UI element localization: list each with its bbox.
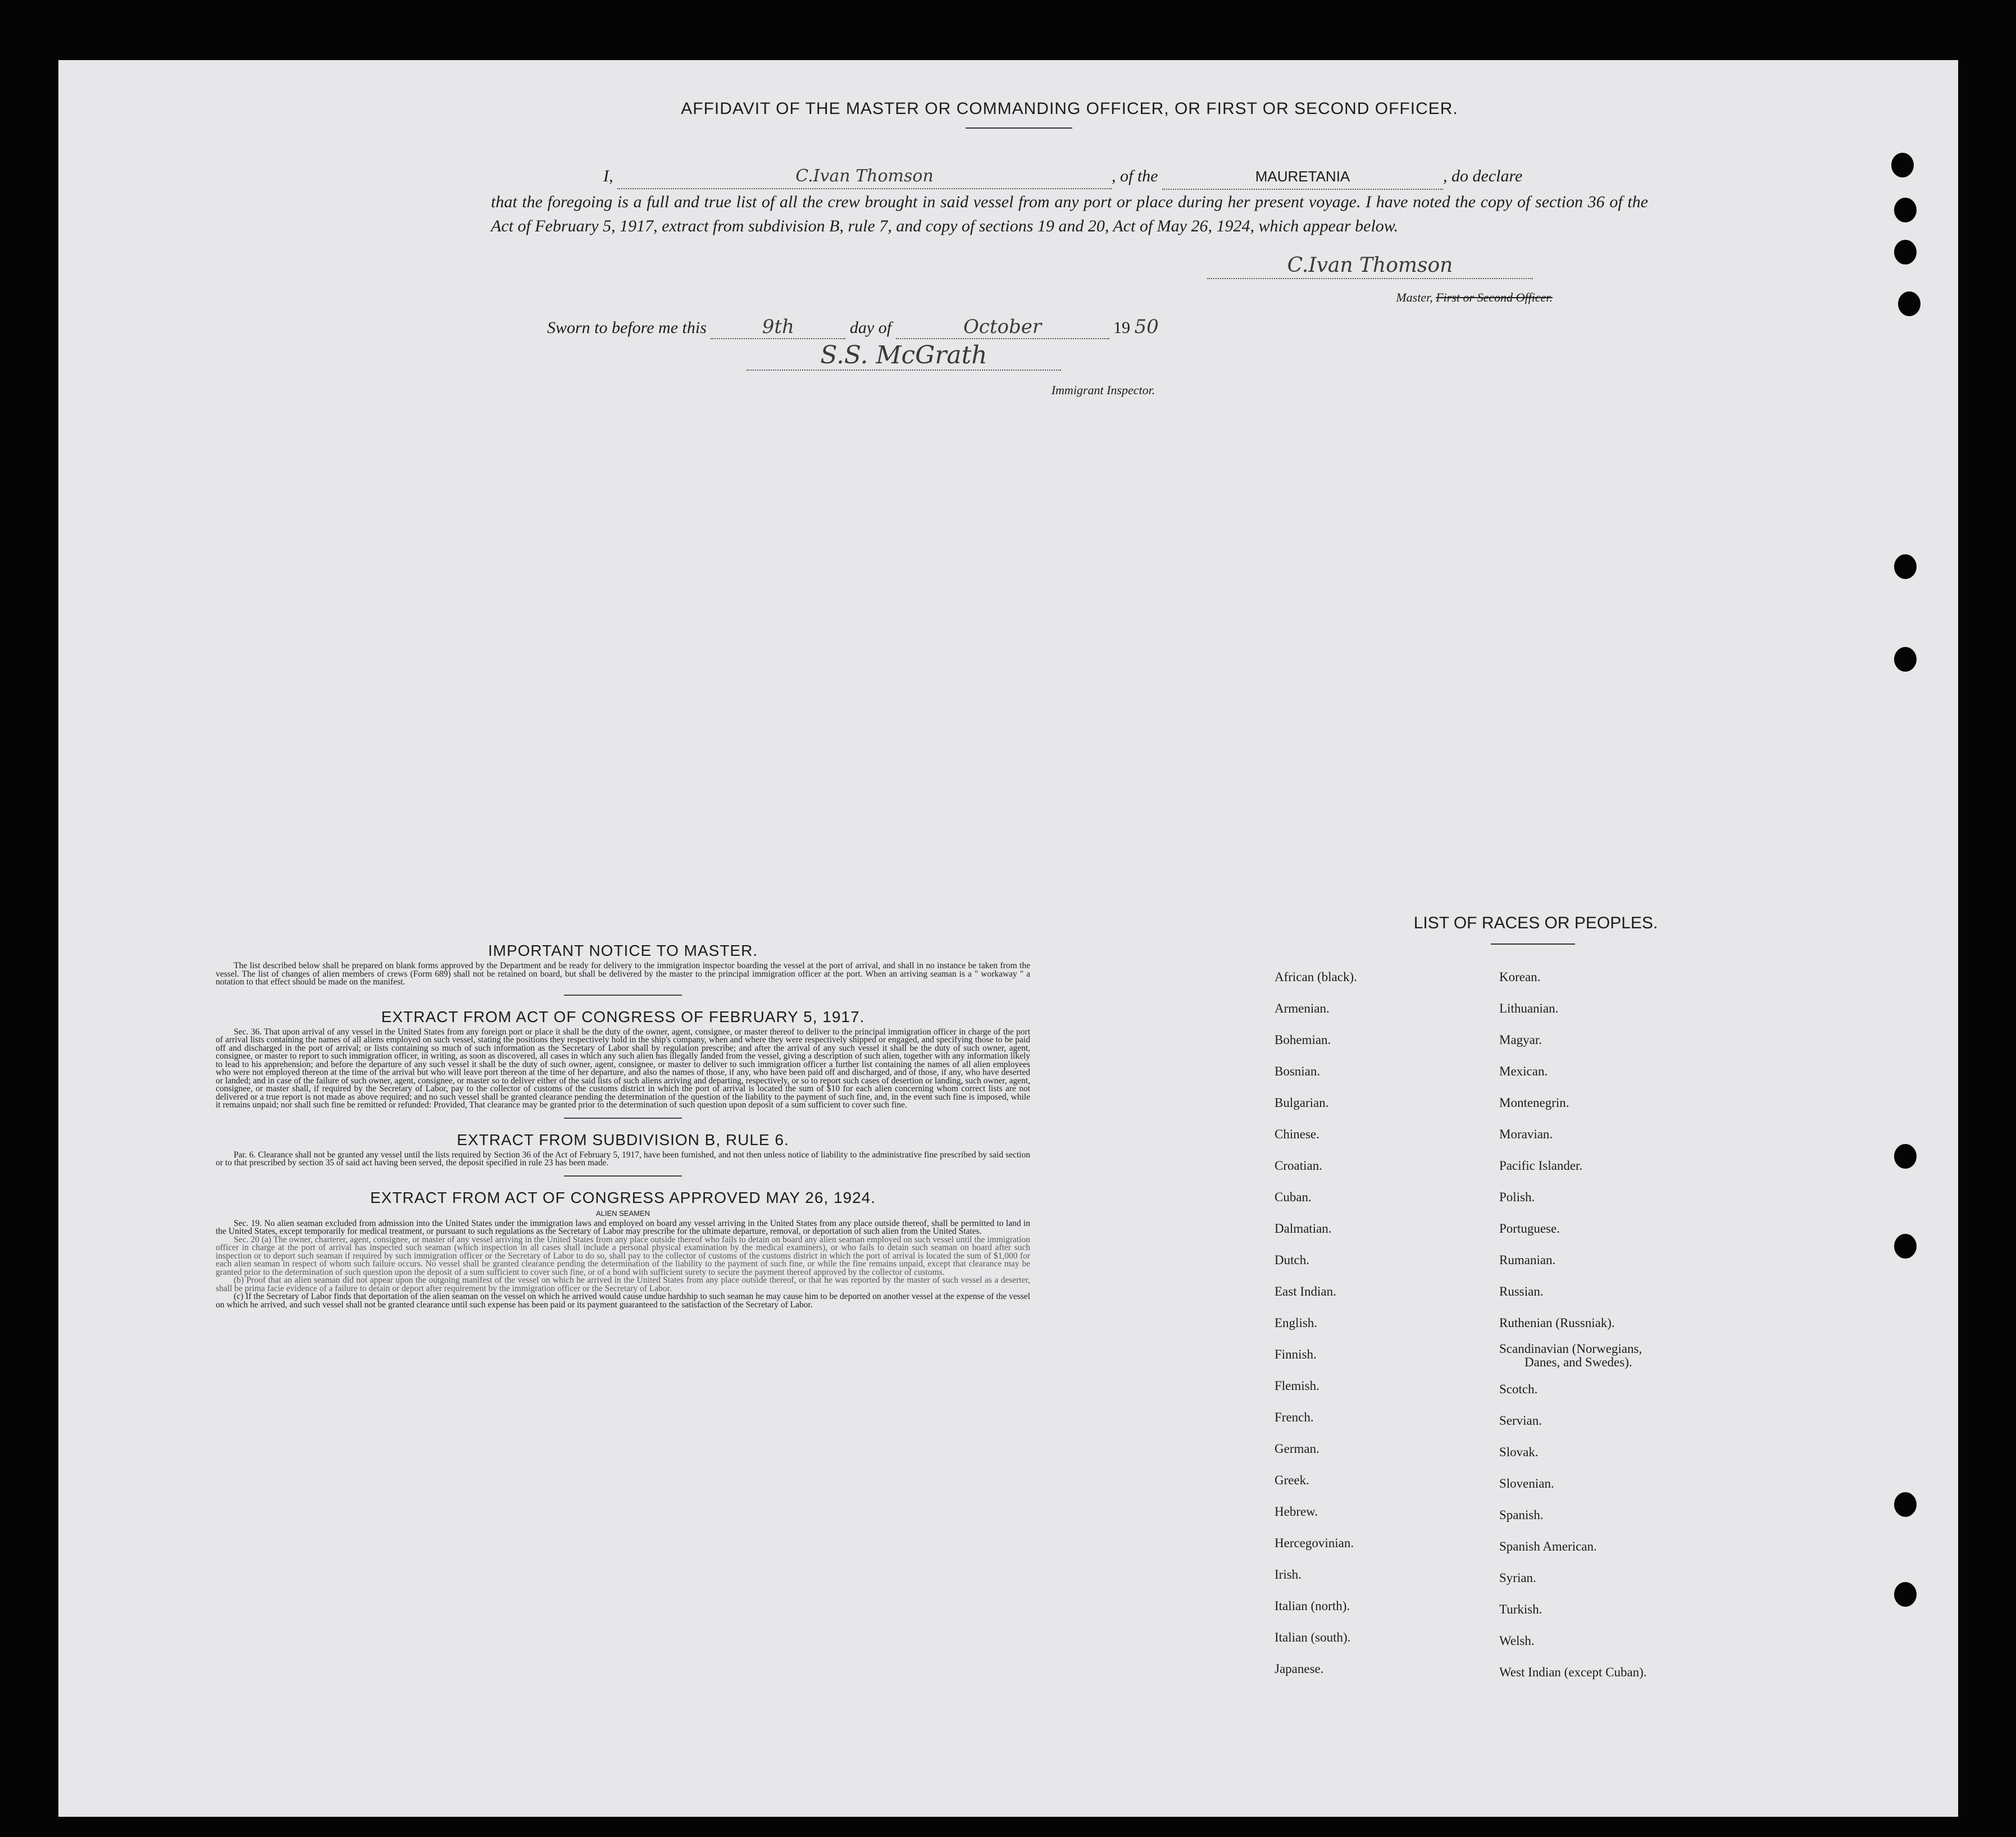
separator xyxy=(564,1118,682,1119)
race-item: Rumanian. xyxy=(1499,1253,1556,1267)
race-item: Dalmatian. xyxy=(1275,1221,1332,1236)
race-item: Finnish. xyxy=(1275,1347,1317,1361)
race-item: Polish. xyxy=(1499,1190,1535,1204)
race-item: West Indian (except Cuban). xyxy=(1499,1665,1647,1679)
document-page xyxy=(58,60,1958,1817)
of-the-label: , of the xyxy=(1112,167,1158,185)
race-item: Russian. xyxy=(1499,1284,1544,1298)
notice-title: IMPORTANT NOTICE TO MASTER. xyxy=(488,942,758,959)
vessel-name: MAURETANIA xyxy=(1255,168,1350,185)
separator xyxy=(564,1175,682,1177)
sworn-day: 9th xyxy=(762,316,794,338)
sworn-year: 50 xyxy=(1134,316,1159,338)
race-item: Japanese. xyxy=(1275,1662,1324,1676)
extract-1917-text: Sec. 36. That upon arrival of any vessel in the United States from any foreign port or place it shall be the duty of the owner, agent, consignee, or master thereof to deliver to the principal immigration officer in charge of the port of arrival lists containing the names of all aliens employed on such vessel, stating the positions they respectively hold in the ship's company, when and where they were respectively shipped or engaged, and specifying those to be paid off and discharged in the port of arrival; or lists containing so much of such information as the Secretary of Labor shall by regulation prescribe; and after the arrival of any such vessel it shall be the duty of such owner, agent, consignee, or master to report to such immigration officer, in writing, as soon as discovered, all cases in which any such alien has illegally landed from the vessel, giving a description of such alien, together with any information likely to lead to his apprehension; and before the departure of any such vessel it shall be the duty of such owner, agent, consignee, or master to deliver to such immigration officer a further list containing the names of all alien employees who were not employed thereon at the time of the arrival but who will leave port thereon at the time of her departure, and also the names of those, if any, who have been paid off and discharged, and of those, if any, who have deserted or landed; and in case of the failure of such owner, agent, consignee, or master so to deliver either of the said lists of such aliens arriving and departing, respectively, or so to report such cases of desertion or landing, such owner, agent, consignee, or master shall, if required by the Secretary of Labor, pay to the collector of customs of the customs district in which the port of arrival is located the sum of $10 for each alien concerning whom correct lists are not delivered or a true report is not made as above required; and no such vessel shall be granted clearance pending the determination of the question of the liability to the payment of such fine, and, in the event such fine is imposed, while it remains unpaid; nor shall such fine be remitted or refunded: Provided, That clearance may be granted prior to the determination of such question upon deposit of a sum sufficient to cover such fine. xyxy=(216,1027,1030,1110)
affidavit-title: AFFIDAVIT OF THE MASTER OR COMMANDING OFFICER, OR FIRST OR SECOND OFFICER. xyxy=(681,99,1458,118)
race-item: Montenegrin. xyxy=(1499,1096,1569,1110)
sworn-month: October xyxy=(963,316,1042,338)
master-signature: C.Ivan Thomson xyxy=(1207,254,1533,279)
master-caption-label: Master, xyxy=(1396,290,1433,304)
race-item: Magyar. xyxy=(1499,1033,1542,1047)
punch-hole xyxy=(1894,554,1917,579)
race-item: Korean. xyxy=(1499,970,1541,984)
extract-1924-title: EXTRACT FROM ACT OF CONGRESS APPROVED MAY 26, 1924. xyxy=(370,1188,876,1206)
race-item: English. xyxy=(1275,1316,1318,1330)
race-item: Dutch. xyxy=(1275,1253,1309,1267)
race-item: Greek. xyxy=(1275,1473,1309,1487)
race-item: Syrian. xyxy=(1499,1571,1536,1585)
sec20a-text: Sec. 20 (a) The owner, charterer, agent, consignee, or master of any vessel arriving in the United States from any place outside thereof who fails to detain on board any alien seaman employed on such vessel until the immigration officer in charge at the port of arrival has inspected such seaman (which inspection in all cases shall include a personal physical examination by the medical examiners), or who fails to detain such seaman on board after such inspection or to deport such seaman if required by such immigration officer or the Secretary of Labor to do so, shall pay to the collector of customs of the customs district in which the port of arrival is located the sum of $1,000 for each alien seaman in respect of whom such failure occurs. No vessel shall be granted clearance pending the determination of the liability to the payment of such fine, or while the fine remains unpaid, except that clearance may be granted prior to the determination of such question upon the deposit of a sum sufficient to cover such fine, or of a bond with sufficient surety to secure the payment thereof approved by the collector of customs. xyxy=(216,1234,1030,1277)
punch-hole xyxy=(1894,647,1917,672)
race-item: German. xyxy=(1275,1442,1319,1456)
races-left-column xyxy=(1275,961,1357,1685)
extract-1917-title: EXTRACT FROM ACT OF CONGRESS OF FEBRUARY 5, 1917. xyxy=(381,1008,865,1025)
race-item: Mexican. xyxy=(1499,1064,1548,1078)
race-item: Hebrew. xyxy=(1275,1505,1318,1519)
race-item: Spanish American. xyxy=(1499,1539,1597,1553)
declaration xyxy=(491,164,1648,238)
year-prefix: 19 xyxy=(1113,318,1131,337)
punch-hole xyxy=(1894,240,1917,265)
inspector-caption: Immigrant Inspector. xyxy=(1051,383,1155,397)
inspector-signature: S.S. McGrath xyxy=(747,341,1061,371)
race-item: Scotch. xyxy=(1499,1382,1538,1396)
race-item: Moravian. xyxy=(1499,1127,1553,1141)
race-item-continuation: Danes, and Swedes). xyxy=(1524,1355,1632,1369)
punch-hole xyxy=(1894,1492,1917,1517)
race-item: Hercegovinian. xyxy=(1275,1536,1354,1550)
sec19-text: Sec. 19. No alien seaman excluded from admission into the United States under the immigration laws and employed on board any vessel arriving in the United States from any place outside thereof, shall be permitted to land in the United States, except temporarily for medical treatment, or pursuant to such regulations as the Secretary of Labor may prescribe for the ultimate departure, removal, or deportation of such alien from the United States. xyxy=(216,1218,1030,1236)
races-right-column xyxy=(1499,961,1647,1688)
punch-hole xyxy=(1894,1144,1917,1169)
race-item: Cuban. xyxy=(1275,1190,1312,1204)
struck-officer-label: First or Second Officer. xyxy=(1436,290,1553,304)
race-item: African (black). xyxy=(1275,970,1357,984)
race-item: French. xyxy=(1275,1410,1314,1424)
notice-text: The list described below shall be prepared on blank forms approved by the Department and be ready for delivery to the immigration inspector boarding the vessel at the port of arrival, and shall in no instance be taken from the vessel. The list of changes of alien members of crews (Form 689) shall not be retained on board, but shall be delivered by the master to the principal immigration officer at the port. When an arriving seaman is a " workaway " a notation to that effect should be made on the manifest. xyxy=(216,961,1030,987)
race-item-line: Scandinavian (Norwegians, xyxy=(1499,1342,1642,1356)
race-item: Portuguese. xyxy=(1499,1221,1560,1236)
race-item xyxy=(1499,1339,1647,1374)
sec20b-text: (b) Proof that an alien seaman did not appear upon the outgoing manifest of the vessel on which he arrived in the United States from any place outside thereof, or that he was reported by the master of such vessel as a deserter, shall be prima facie evidence of a failure to detain or deport after requirement by the immigration officer or the Secretary of Labor. xyxy=(216,1275,1030,1293)
rule6-title: EXTRACT FROM SUBDIVISION B, RULE 6. xyxy=(457,1131,789,1148)
race-item: Italian (north). xyxy=(1275,1599,1350,1613)
separator xyxy=(564,995,682,996)
sec20c-text: (c) If the Secretary of Labor finds that deportation of the alien seaman on the vessel on which he arrived would cause undue hardship to such seaman he may cause him to be deported on another vessel at the expense of the vessel on which he arrived, and such vessel shall not be granted clearance until such expense has been paid or its payment guaranteed to the satisfaction of the Secretary of Labor. xyxy=(216,1292,1030,1310)
punch-hole xyxy=(1891,153,1914,177)
race-item: Armenian. xyxy=(1275,1001,1330,1015)
day-of-label: day of xyxy=(849,318,892,337)
race-item: Servian. xyxy=(1499,1414,1542,1428)
races-title: LIST OF RACES OR PEOPLES. xyxy=(1413,914,1658,932)
master-name: C.Ivan Thomson xyxy=(795,166,934,186)
legal-notices xyxy=(216,942,1030,1309)
sworn-prefix: Sworn to before me this xyxy=(547,318,707,337)
master-caption xyxy=(1350,290,1553,305)
race-item: Irish. xyxy=(1275,1567,1301,1581)
title-rule xyxy=(966,127,1072,129)
race-item: Chinese. xyxy=(1275,1127,1319,1141)
race-item: Italian (south). xyxy=(1275,1630,1351,1644)
race-item: Flemish. xyxy=(1275,1379,1319,1393)
races-title-rule xyxy=(1491,943,1575,945)
do-declare-label: , do declare xyxy=(1443,167,1523,185)
race-item: Welsh. xyxy=(1499,1634,1535,1648)
sworn-day-field xyxy=(711,316,845,339)
alien-seamen-subtitle: ALIEN SEAMEN xyxy=(595,1209,650,1218)
race-item: Turkish. xyxy=(1499,1602,1542,1616)
race-item: Bohemian. xyxy=(1275,1033,1331,1047)
declaration-body: that the foregoing is a full and true list of all the crew brought in said vessel from any port or place during her present voyage. I have noted the copy of section 36 of the Act of February 5, 1917, extract from subdivision B, rule 7, and copy of sections 19 and 20, Act of May 26, 1924, which appear below. xyxy=(491,193,1648,235)
rule6-text: Par. 6. Clearance shall not be granted any vessel until the lists required by Section 36 of the Act of February 5, 1917, have been furnished, and not then unless notice of liability to the administrative fine prescribed by said section or to that prescribed by section 35 of said act having been served, the deposit specified in rule 23 has been made. xyxy=(216,1150,1030,1168)
pronoun: I, xyxy=(603,167,613,185)
race-item: Spanish. xyxy=(1499,1508,1544,1522)
punch-hole xyxy=(1894,1582,1917,1607)
sworn-line xyxy=(547,316,1277,339)
race-item: Slovenian. xyxy=(1499,1476,1554,1490)
sworn-month-field xyxy=(896,316,1109,339)
punch-hole xyxy=(1898,291,1921,316)
punch-hole xyxy=(1894,198,1917,222)
race-item: Bosnian. xyxy=(1275,1064,1321,1078)
race-item: Pacific Islander. xyxy=(1499,1159,1583,1173)
race-item: Lithuanian. xyxy=(1499,1001,1559,1015)
punch-hole xyxy=(1894,1234,1917,1259)
race-item: Slovak. xyxy=(1499,1445,1539,1459)
vessel-name-field xyxy=(1162,165,1443,190)
race-item: East Indian. xyxy=(1275,1284,1336,1298)
race-item: Croatian. xyxy=(1275,1159,1322,1173)
race-item: Ruthenian (Russniak). xyxy=(1499,1316,1615,1330)
master-name-field xyxy=(617,164,1112,189)
race-item: Bulgarian. xyxy=(1275,1096,1329,1110)
